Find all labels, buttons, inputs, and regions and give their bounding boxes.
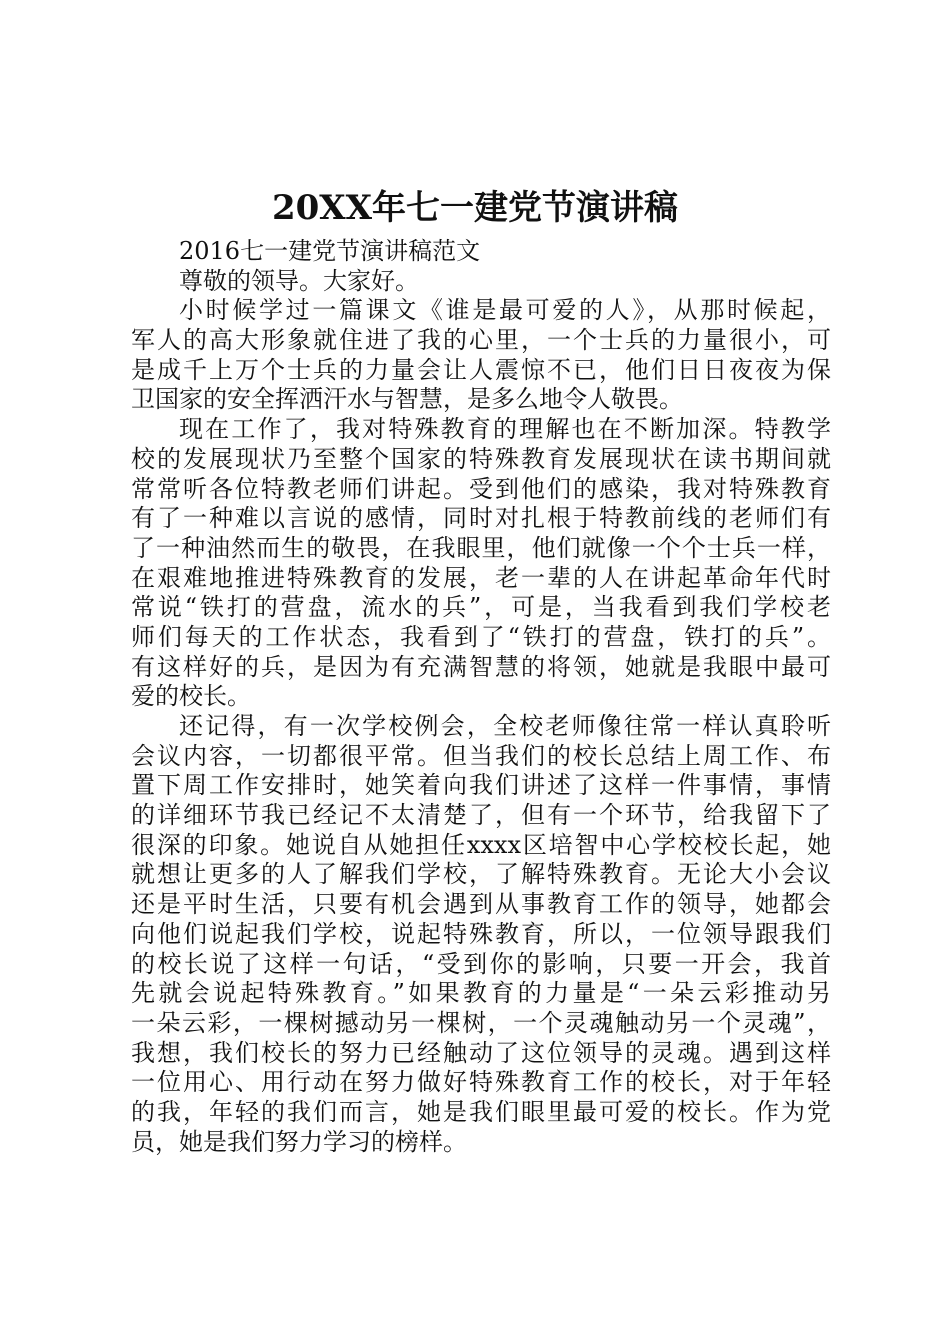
document-title: 20XX年七一建党节演讲稿: [271, 188, 679, 228]
text-line: 的详细环节我已经记不太清楚了，但有一个环节，给我留下了: [131, 801, 831, 830]
text-line: 还记得，有一次学校例会，全校老师像往常一样认真聆听: [179, 712, 831, 740]
text-line: 置下周工作安排时，她笑着向我们讲述了这样一件事情，事情: [131, 771, 831, 800]
text-line: 尊敬的领导。大家好。: [179, 266, 419, 295]
text-line: 的校长说了这样一句话，“受到你的影响，只要一开会，我首: [131, 949, 831, 978]
text-line: 有了一种难以言说的感情，同时对扎根于特教前线的老师们有: [131, 504, 831, 533]
text-line: 很深的印象。她说自从她担任xxxx区培智中心学校校长起，她: [131, 830, 831, 859]
text-line: 我想，我们校长的努力已经触动了这位领导的灵魂。遇到这样: [131, 1038, 831, 1067]
text-line: 会议内容，一切都很平常。但当我们的校长总结上周工作、布: [131, 741, 831, 770]
text-line: 在艰难地推进特殊教育的发展，老一辈的人在讲起革命年代时: [131, 563, 831, 592]
text-line: 一位用心、用行动在努力做好特殊教育工作的校长，对于年轻: [131, 1068, 831, 1097]
text-line: 还是平时生活，只要有机会遇到从事教育工作的领导，她都会: [131, 890, 831, 919]
text-line: 2016七一建党节演讲稿范文: [179, 237, 481, 265]
text-line: 向他们说起我们学校，说起特殊教育，所以，一位领导跟我们: [131, 919, 831, 948]
text-line: 的我，年轻的我们而言，她是我们眼里最可爱的校长。作为党: [131, 1097, 831, 1126]
text-line: 就想让更多的人了解我们学校，了解特殊教育。无论大小会议: [131, 860, 831, 889]
text-line: 常常听各位特教老师们讲起。受到他们的感染，我对特殊教育: [131, 474, 831, 503]
text-line: 爱的校长。: [131, 682, 251, 711]
text-line: 有这样好的兵，是因为有充满智慧的将领，她就是我眼中最可: [131, 652, 831, 681]
text-line: 常说“铁打的营盘，流水的兵”，可是，当我看到我们学校老: [131, 593, 831, 622]
text-line: 师们每天的工作状态，我看到了“铁打的营盘，铁打的兵”。: [131, 622, 831, 651]
document-body: [131, 237, 831, 1157]
text-line: 先就会说起特殊教育。”如果教育的力量是“一朵云彩推动另: [131, 979, 831, 1008]
text-line: 小时候学过一篇课文《谁是最可爱的人》，从那时候起，: [179, 296, 831, 325]
text-line: 军人的高大形象就住进了我的心里，一个士兵的力量很小，可: [131, 326, 831, 355]
text-line: 是成千上万个士兵的力量会让人震惊不已，他们日日夜夜为保: [131, 355, 831, 384]
text-line: 员，她是我们努力学习的榜样。: [131, 1127, 467, 1156]
text-line: 校的发展现状乃至整个国家的特殊教育发展现状在读书期间就: [131, 444, 831, 473]
text-line: 一朵云彩，一棵树撼动另一棵树，一个灵魂触动另一个灵魂”，: [131, 1008, 831, 1037]
text-line: 了一种油然而生的敬畏，在我眼里，他们就像一个个士兵一样，: [131, 533, 831, 562]
text-line: 卫国家的安全挥洒汗水与智慧，是多么地令人敬畏。: [131, 385, 683, 414]
text-line: 现在工作了，我对特殊教育的理解也在不断加深。特教学: [179, 415, 831, 444]
